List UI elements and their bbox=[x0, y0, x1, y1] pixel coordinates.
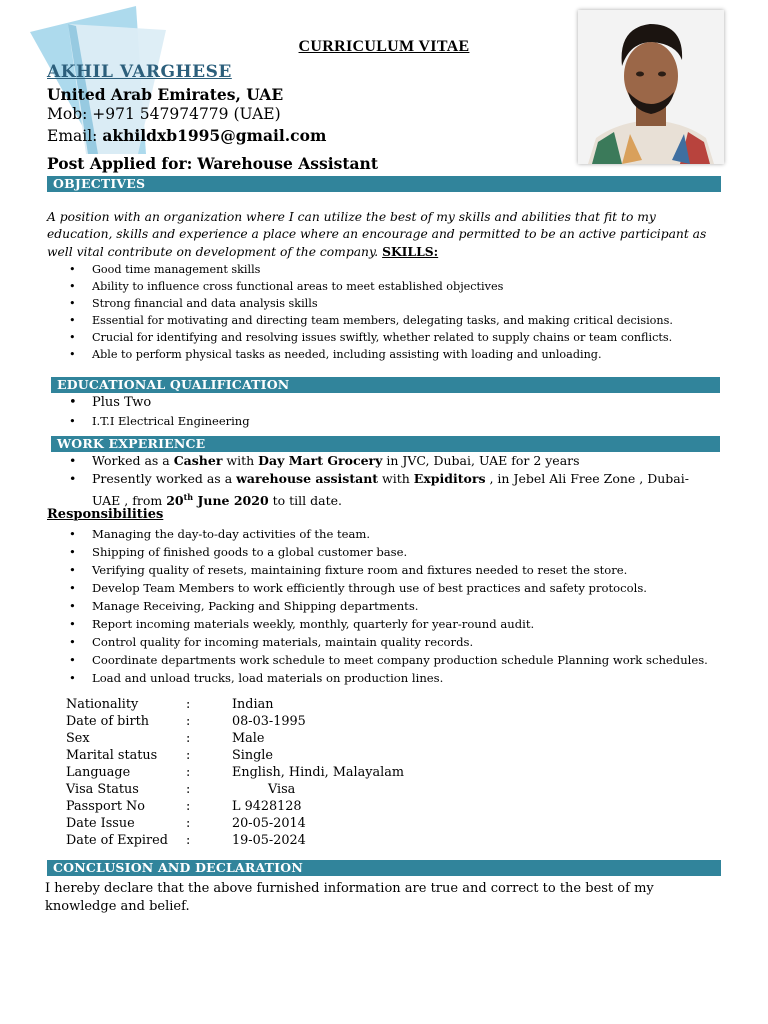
detail-separator: : bbox=[186, 714, 191, 729]
detail-value: Indian bbox=[232, 697, 274, 712]
skills-heading: SKILLS: bbox=[382, 244, 439, 259]
detail-label: Date of Expired bbox=[66, 833, 168, 848]
job2-end: to till date. bbox=[268, 493, 342, 509]
detail-label: Sex bbox=[66, 731, 90, 746]
detail-value: L 9428128 bbox=[232, 799, 302, 814]
list-item: • Plus Two bbox=[47, 394, 250, 412]
list-item: • Shipping of finished goods to a global customer base. bbox=[47, 543, 708, 561]
job2-company: Expiditors bbox=[413, 471, 486, 486]
detail-separator: : bbox=[186, 816, 191, 831]
job2-mid: with bbox=[378, 471, 414, 486]
list-item: • Good time management skills bbox=[47, 261, 673, 278]
personal-details-table bbox=[66, 696, 404, 849]
detail-value: English, Hindi, Malayalam bbox=[232, 765, 404, 780]
detail-separator: : bbox=[186, 765, 191, 780]
skills-list bbox=[47, 261, 673, 363]
table-row bbox=[66, 798, 404, 815]
detail-label: Passport No bbox=[66, 799, 145, 814]
job1-prefix: Worked as a bbox=[92, 453, 174, 468]
candidate-mobile: Mob: +971 547974779 (UAE) bbox=[47, 105, 281, 123]
section-education: EDUCATIONAL QUALIFICATION bbox=[51, 377, 720, 393]
list-item: • Crucial for identifying and resolving issues swiftly, whether related to supply chains or team conflicts. bbox=[47, 329, 673, 346]
objective-text: A position with an organization where I can utilize the best of my skills and abilities that fit to my education, skills and experience a place where an encourage and permitted to be an active participant as well vital contribute on development of the company. bbox=[47, 210, 707, 259]
job1-mid: with bbox=[222, 453, 259, 468]
detail-value: Male bbox=[232, 731, 265, 746]
list-item: • Report incoming materials weekly, monthly, quarterly for year-round audit. bbox=[47, 615, 708, 633]
list-item: • Essential for motivating and directing team members, delegating tasks, and making critical decisions. bbox=[47, 312, 673, 329]
job2-date-day: 20 bbox=[166, 493, 184, 509]
detail-separator: : bbox=[186, 799, 191, 814]
document-title: CURRICULUM VITAE bbox=[298, 38, 470, 55]
email-value: akhildxb1995@gmail.com bbox=[102, 126, 327, 145]
detail-value: Visa bbox=[268, 782, 296, 797]
detail-value: 08-03-1995 bbox=[232, 714, 306, 729]
declaration-text: I hereby declare that the above furnished information are true and correct to the best of my knowledge and belief. bbox=[45, 881, 654, 914]
table-row bbox=[66, 832, 404, 849]
list-item: • Manage Receiving, Packing and Shipping departments. bbox=[47, 597, 708, 615]
detail-separator: : bbox=[186, 748, 191, 763]
job2-suffix: , in Jebel Ali Free Zone , Dubai- UAE , from bbox=[92, 471, 689, 509]
table-row bbox=[66, 747, 404, 764]
job2-start-date bbox=[166, 493, 268, 508]
table-row bbox=[66, 730, 404, 747]
detail-value: 19-05-2024 bbox=[232, 833, 306, 848]
detail-label: Visa Status bbox=[66, 782, 139, 797]
detail-value: 20-05-2014 bbox=[232, 816, 306, 831]
job2-prefix: Presently worked as a bbox=[92, 471, 237, 486]
responsibilities-list bbox=[47, 525, 708, 687]
responsibilities-heading: Responsibilities bbox=[47, 507, 164, 522]
post-applied-label: Post Applied for: bbox=[47, 154, 193, 173]
table-row bbox=[66, 764, 404, 781]
detail-label: Marital status bbox=[66, 748, 158, 763]
detail-label: Date of birth bbox=[66, 714, 149, 729]
list-item: • Load and unload trucks, load materials on production lines. bbox=[47, 669, 708, 687]
list-item: • Verifying quality of resets, maintaining fixture room and fixtures needed to reset the store. bbox=[47, 561, 708, 579]
job1-role: Casher bbox=[173, 453, 223, 468]
detail-label: Nationality bbox=[66, 697, 139, 712]
detail-separator: : bbox=[186, 833, 191, 848]
objective-paragraph bbox=[47, 209, 717, 261]
job1-suffix: in JVC, Dubai, UAE for 2 years bbox=[382, 453, 580, 468]
section-work-experience: WORK EXPERIENCE bbox=[51, 436, 720, 452]
list-item: • Strong financial and data analysis skills bbox=[47, 295, 673, 312]
list-item: • Able to perform physical tasks as needed, including assisting with loading and unloading. bbox=[47, 346, 673, 363]
work-list bbox=[47, 452, 717, 510]
email-label: Email: bbox=[47, 127, 98, 145]
education-list bbox=[47, 394, 250, 430]
candidate-email-line bbox=[47, 126, 326, 145]
job2-role: warehouse assistant bbox=[236, 471, 379, 486]
job2-date-rest: June 2020 bbox=[193, 493, 269, 509]
candidate-location: United Arab Emirates, UAE bbox=[47, 85, 284, 104]
list-item: • I.T.I Electrical Engineering bbox=[47, 412, 250, 430]
candidate-name: AKHIL VARGHESE bbox=[47, 62, 232, 82]
list-item: • Managing the day-to-day activities of the team. bbox=[47, 525, 708, 543]
detail-separator: : bbox=[186, 782, 191, 797]
detail-label: Date Issue bbox=[66, 816, 135, 831]
table-row bbox=[66, 815, 404, 832]
job2-date-sup: th bbox=[183, 492, 194, 502]
table-row bbox=[66, 781, 404, 798]
section-objectives: OBJECTIVES bbox=[47, 176, 721, 192]
detail-separator: : bbox=[186, 731, 191, 746]
post-applied-value: Warehouse Assistant bbox=[197, 154, 378, 173]
section-conclusion: CONCLUSION AND DECLARATION bbox=[47, 860, 721, 876]
list-item: • Develop Team Members to work efficiently through use of best practices and safety protocols. bbox=[47, 579, 708, 597]
work-item-1 bbox=[47, 452, 717, 470]
detail-value: Single bbox=[232, 748, 273, 763]
detail-label: Language bbox=[66, 765, 131, 780]
table-row bbox=[66, 696, 404, 713]
list-item: • Ability to influence cross functional areas to meet established objectives bbox=[47, 278, 673, 295]
detail-separator: : bbox=[186, 697, 191, 712]
list-item: • Control quality for incoming materials, maintain quality records. bbox=[47, 633, 708, 651]
table-row bbox=[66, 713, 404, 730]
list-item: • Coordinate departments work schedule to meet company production schedule Planning work schedules. bbox=[47, 651, 708, 669]
job1-company: Day Mart Grocery bbox=[258, 453, 383, 468]
post-applied-line bbox=[47, 154, 378, 173]
work-item-2 bbox=[47, 470, 717, 510]
profile-photo bbox=[578, 10, 724, 164]
